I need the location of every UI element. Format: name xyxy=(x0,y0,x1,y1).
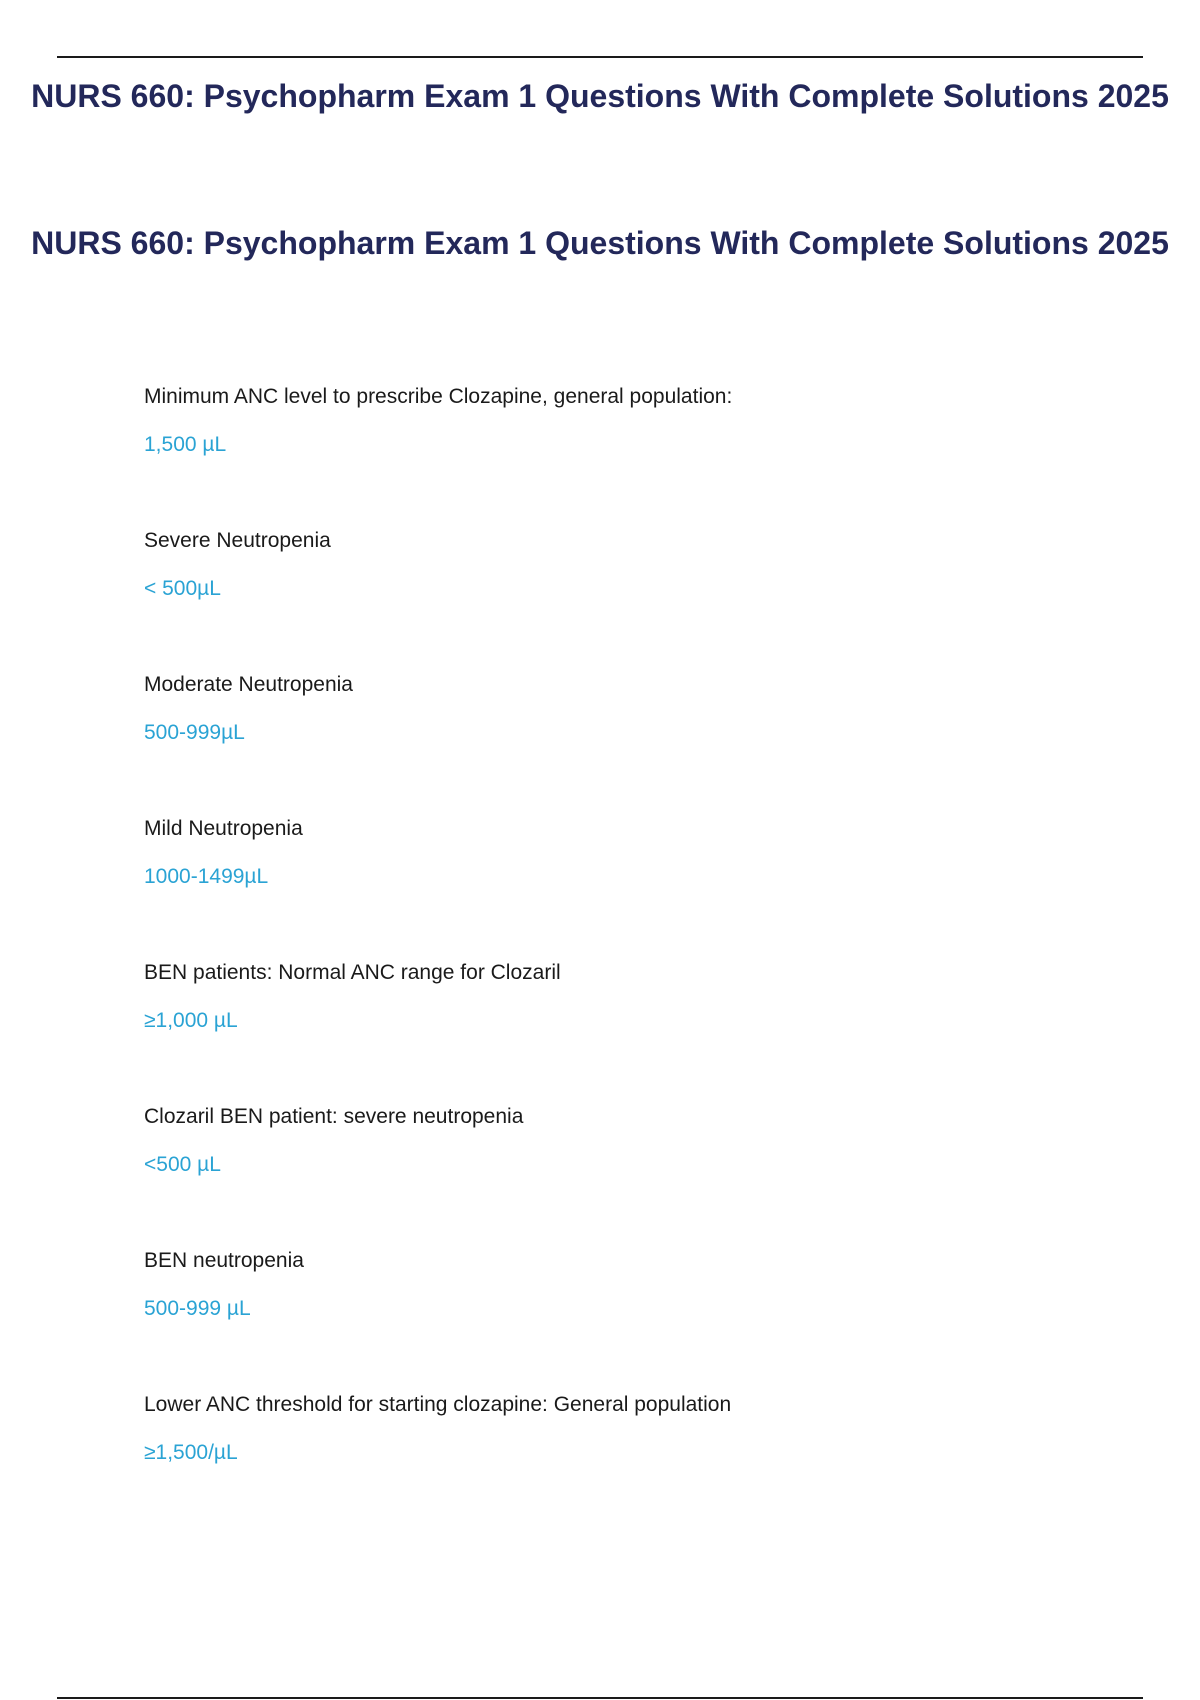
answer-text: 1000-1499µL xyxy=(144,865,269,888)
qa-item xyxy=(144,1390,1124,1534)
qa-item xyxy=(144,670,1124,814)
answer-text: 500-999µL xyxy=(144,721,245,744)
qa-item xyxy=(144,1102,1124,1246)
top-rule xyxy=(57,56,1143,58)
answer-text: ≥1,500/µL xyxy=(144,1441,238,1464)
answer-text: 500-999 µL xyxy=(144,1297,251,1320)
answer-text: < 500µL xyxy=(144,577,221,600)
question-text: Mild Neutropenia xyxy=(144,817,303,840)
qa-item xyxy=(144,1246,1124,1390)
question-text: Lower ANC threshold for starting clozapine: General population xyxy=(144,1393,732,1416)
answer-text: <500 µL xyxy=(144,1153,221,1176)
qa-item xyxy=(144,382,1124,526)
question-text: BEN patients: Normal ANC range for Clozaril xyxy=(144,961,561,984)
qa-item xyxy=(144,958,1124,1102)
question-text: Severe Neutropenia xyxy=(144,529,331,552)
document-title-repeat: NURS 660: Psychopharm Exam 1 Questions With Complete Solutions 2025 xyxy=(31,225,1169,261)
question-text: BEN neutropenia xyxy=(144,1249,304,1272)
answer-text: 1,500 µL xyxy=(144,433,227,456)
qa-item xyxy=(144,526,1124,670)
question-text: Moderate Neutropenia xyxy=(144,673,353,696)
question-text: Minimum ANC level to prescribe Clozapine, general population: xyxy=(144,385,733,408)
qa-item xyxy=(144,814,1124,958)
answer-text: ≥1,000 µL xyxy=(144,1009,238,1032)
question-text: Clozaril BEN patient: severe neutropenia xyxy=(144,1105,524,1128)
document-title: NURS 660: Psychopharm Exam 1 Questions With Complete Solutions 2025 xyxy=(31,78,1169,114)
bottom-rule xyxy=(57,1697,1143,1699)
qa-list xyxy=(144,382,1124,1534)
